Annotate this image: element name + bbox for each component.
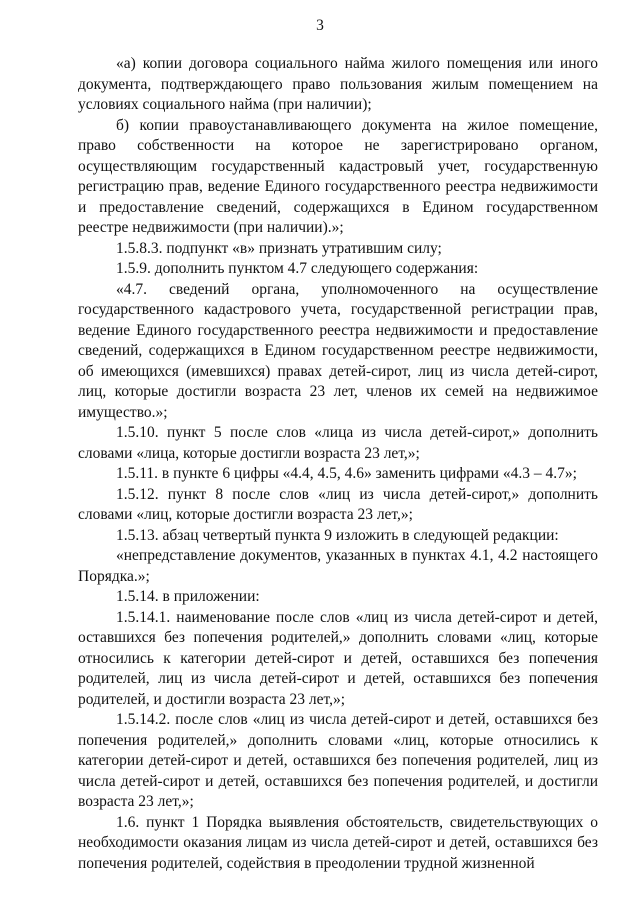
paragraph: 1.5.11. в пункте 6 цифры «4.4, 4.5, 4.6» заменить цифрами «4.3 – 4.7»; — [116, 465, 577, 482]
document-body — [78, 54, 598, 874]
paragraph: 1.5.10. пункт 5 после слов «лица из числа детей-сирот,» дополнить словами «лица, которые достигли возраста 23 лет,»; — [78, 424, 598, 462]
paragraph: «а) копии договора социального найма жилого помещения или иного документа, подтверждающего право пользования жилым помещением на условиях социального найма (при наличии); — [78, 55, 598, 113]
paragraph: 1.5.14.2. после слов «лиц из числа детей-сирот и детей, оставшихся без попечения родителей,» дополнить словами «лиц, которые относились к категории детей-сирот и детей, оставшихся без попечения родителей, лиц из числа детей-сирот и детей, оставшихся без попечения родителей, и достигли возраста 23 лет,»; — [78, 711, 598, 810]
paragraph: 1.5.14.1. наименование после слов «лиц из числа детей-сирот и детей, оставшихся без попечения родителей,» дополнить словами «лиц, которые относились к категории детей-сирот и детей, оставшихся без попечения родителей, лиц из числа детей-сирот и детей, оставшихся без попечения родителей, и достигли возраста 23 лет,»; — [78, 608, 598, 708]
paragraph: 1.5.9. дополнить пунктом 4.7 следующего содержания: — [116, 260, 479, 277]
paragraph: «4.7. сведений органа, уполномоченного на осуществление государственного кадастрового учета, государственной регистрации прав, ведение Единого государственного реестра недвижимости и предоставление сведений, содержащихся в Едином государственном реестре недвижимости, об имеющихся (имевшихся) правах детей-сирот, лиц из числа детей-сирот, лиц, которые достигли возраста 23 лет, членов их семей на недвижимое имущество.»; — [78, 280, 598, 421]
paragraph: 1.5.14. в приложении: — [116, 588, 260, 605]
paragraph: 1.6. пункт 1 Порядка выявления обстоятельств, свидетельствующих о необходимости оказания лицам из числа детей-сирот и детей, оставшихся без попечения родителей, содействия в преодолении трудной жизненной — [78, 813, 598, 872]
page-number: 3 — [316, 17, 324, 34]
paragraph: 1.5.8.3. подпункт «в» признать утратившим силу; — [116, 239, 442, 257]
paragraph: 1.5.12. пункт 8 после слов «лиц из числа детей-сирот,» дополнить словами «лиц, которые достигли возраста 23 лет,»; — [78, 485, 598, 523]
paragraph: «непредставление документов, указанных в пунктах 4.1, 4.2 настоящего Порядка.»; — [78, 547, 598, 585]
paragraph: б) копии правоустанавливающего документа на жилое помещение, право собственности на которое не зарегистрировано органом, осуществляющим государственный кадастровый учет, государственную регистрацию прав, ведение Единого государственного реестра недвижимости и предоставление сведений, содержащихся в Едином государственном реестре недвижимости (при наличии).»; — [78, 116, 598, 236]
paragraph: 1.5.13. абзац четвертый пункта 9 изложить в следующей редакции: — [116, 526, 559, 544]
